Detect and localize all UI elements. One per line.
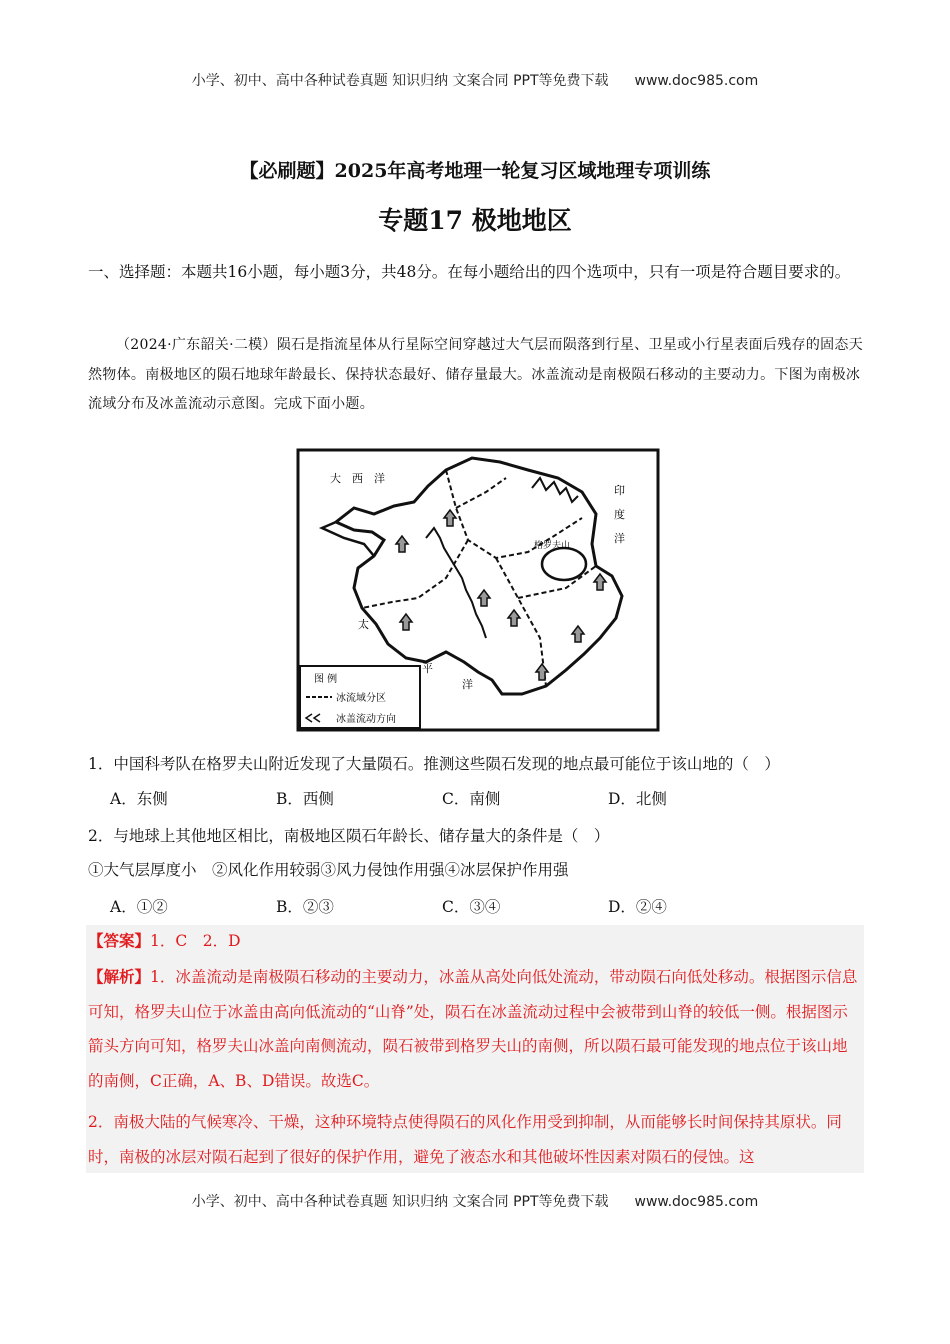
option-a[interactable]: A．①② bbox=[110, 898, 168, 916]
footer-site-link[interactable]: www.doc985.com bbox=[634, 1194, 759, 1210]
analysis-2: 2．南极大陆的气候寒冷、干燥，这种环境特点使得陨石的风化作用受到抑制，从而能够长时间保持其原状。同时，南极的冰层对陨石起到了很好的保护作用，避免了液态水和其他破坏性因素对陨石的侵蚀。这 bbox=[88, 1113, 842, 1166]
header-site-link[interactable]: www.doc985.com bbox=[634, 73, 759, 89]
option-d[interactable]: D．②④ bbox=[608, 898, 667, 916]
question-1-options bbox=[110, 787, 870, 809]
ocean-label: 太 bbox=[358, 618, 369, 631]
analysis-1 bbox=[88, 960, 862, 1098]
answer-label: 【答案】 bbox=[88, 931, 151, 950]
question-1-stem: 1．中国科考队在格罗夫山附近发现了大量陨石。推测这些陨石发现的地点最可能位于该山地的（ ） bbox=[88, 755, 780, 773]
question-2-items: ①大气层厚度小 ②风化作用较弱③风力侵蚀作用强④冰层保护作用强 bbox=[88, 861, 569, 879]
legend-flow-label: 冰盖流动方向 bbox=[336, 714, 396, 725]
option-c[interactable]: C．③④ bbox=[442, 898, 501, 916]
doc-subtitle: 专题17 极地地区 bbox=[378, 206, 572, 235]
option-a[interactable]: A．东侧 bbox=[110, 790, 168, 808]
ocean-label: 平 bbox=[422, 662, 433, 675]
ocean-label: 西 bbox=[352, 472, 363, 485]
ocean-label: 印 bbox=[614, 484, 625, 497]
answer-text: 1．C 2．D bbox=[150, 932, 241, 950]
ocean-label: 洋 bbox=[614, 532, 625, 545]
intro-passage: （2024·广东韶关·二模）陨石是指流星体从行星际空间穿越过大气层而陨落到行星、卫星或小行星表面后残存的固态天然物体。南极地区的陨石地球年龄最长、保持状态最好、储存量最大。冰盖流动是南极陨石移动的主要动力。下图为南极冰流域分布及冰盖流动示意图。完成下面小题。 bbox=[88, 337, 864, 412]
doc-title: 【必刷题】2025年高考地理一轮复习区域地理专项训练 bbox=[239, 160, 711, 182]
antarctica-ice-flow-map bbox=[296, 448, 660, 732]
ocean-label: 大 bbox=[330, 472, 341, 485]
option-b[interactable]: B．②③ bbox=[276, 898, 334, 916]
option-d[interactable]: D．北侧 bbox=[608, 790, 667, 808]
section-instruction: 一、选择题：本题共16小题，每小题3分，共48分。在每小题给出的四个选项中，只有一项是符合题目要求的。 bbox=[88, 263, 851, 281]
page-header bbox=[0, 70, 950, 90]
footer-text: 小学、初中、高中各种试卷真题 知识归纳 文案合同 PPT等免费下载 bbox=[191, 1194, 609, 1210]
grove-mountain-label: 格罗夫山 bbox=[534, 541, 571, 551]
analysis-label: 【解析】 bbox=[88, 967, 151, 986]
option-b[interactable]: B．西侧 bbox=[276, 790, 334, 808]
question-2-stem: 2．与地球上其他地区相比，南极地区陨石年龄长、储存量大的条件是（ ） bbox=[88, 827, 610, 845]
option-c[interactable]: C．南侧 bbox=[442, 790, 501, 808]
page-footer bbox=[0, 1191, 950, 1211]
ocean-label: 洋 bbox=[462, 678, 473, 691]
header-text: 小学、初中、高中各种试卷真题 知识归纳 文案合同 PPT等免费下载 bbox=[191, 73, 609, 89]
ocean-label: 洋 bbox=[374, 472, 385, 485]
question-2-options bbox=[110, 895, 870, 917]
analysis-1-text: 1．冰盖流动是南极陨石移动的主要动力，冰盖从高处向低处流动，带动陨石向低处移动。根据图示信息可知，格罗夫山位于冰盖由高向低流动的“山脊”处，陨石在冰盖流动过程中会被带到山脊的较低一侧。根据图示箭头方向可知，格罗夫山冰盖向南侧流动，陨石被带到格罗夫山的南侧，所以陨石最可能发现的地点位于该山地的南侧，C正确，A、B、D错误。故选C。 bbox=[88, 968, 858, 1090]
answer-line bbox=[88, 924, 862, 959]
ocean-label: 度 bbox=[614, 508, 625, 521]
legend-title: 图 例 bbox=[314, 674, 338, 685]
legend-divide-label: 冰流域分区 bbox=[336, 693, 386, 704]
